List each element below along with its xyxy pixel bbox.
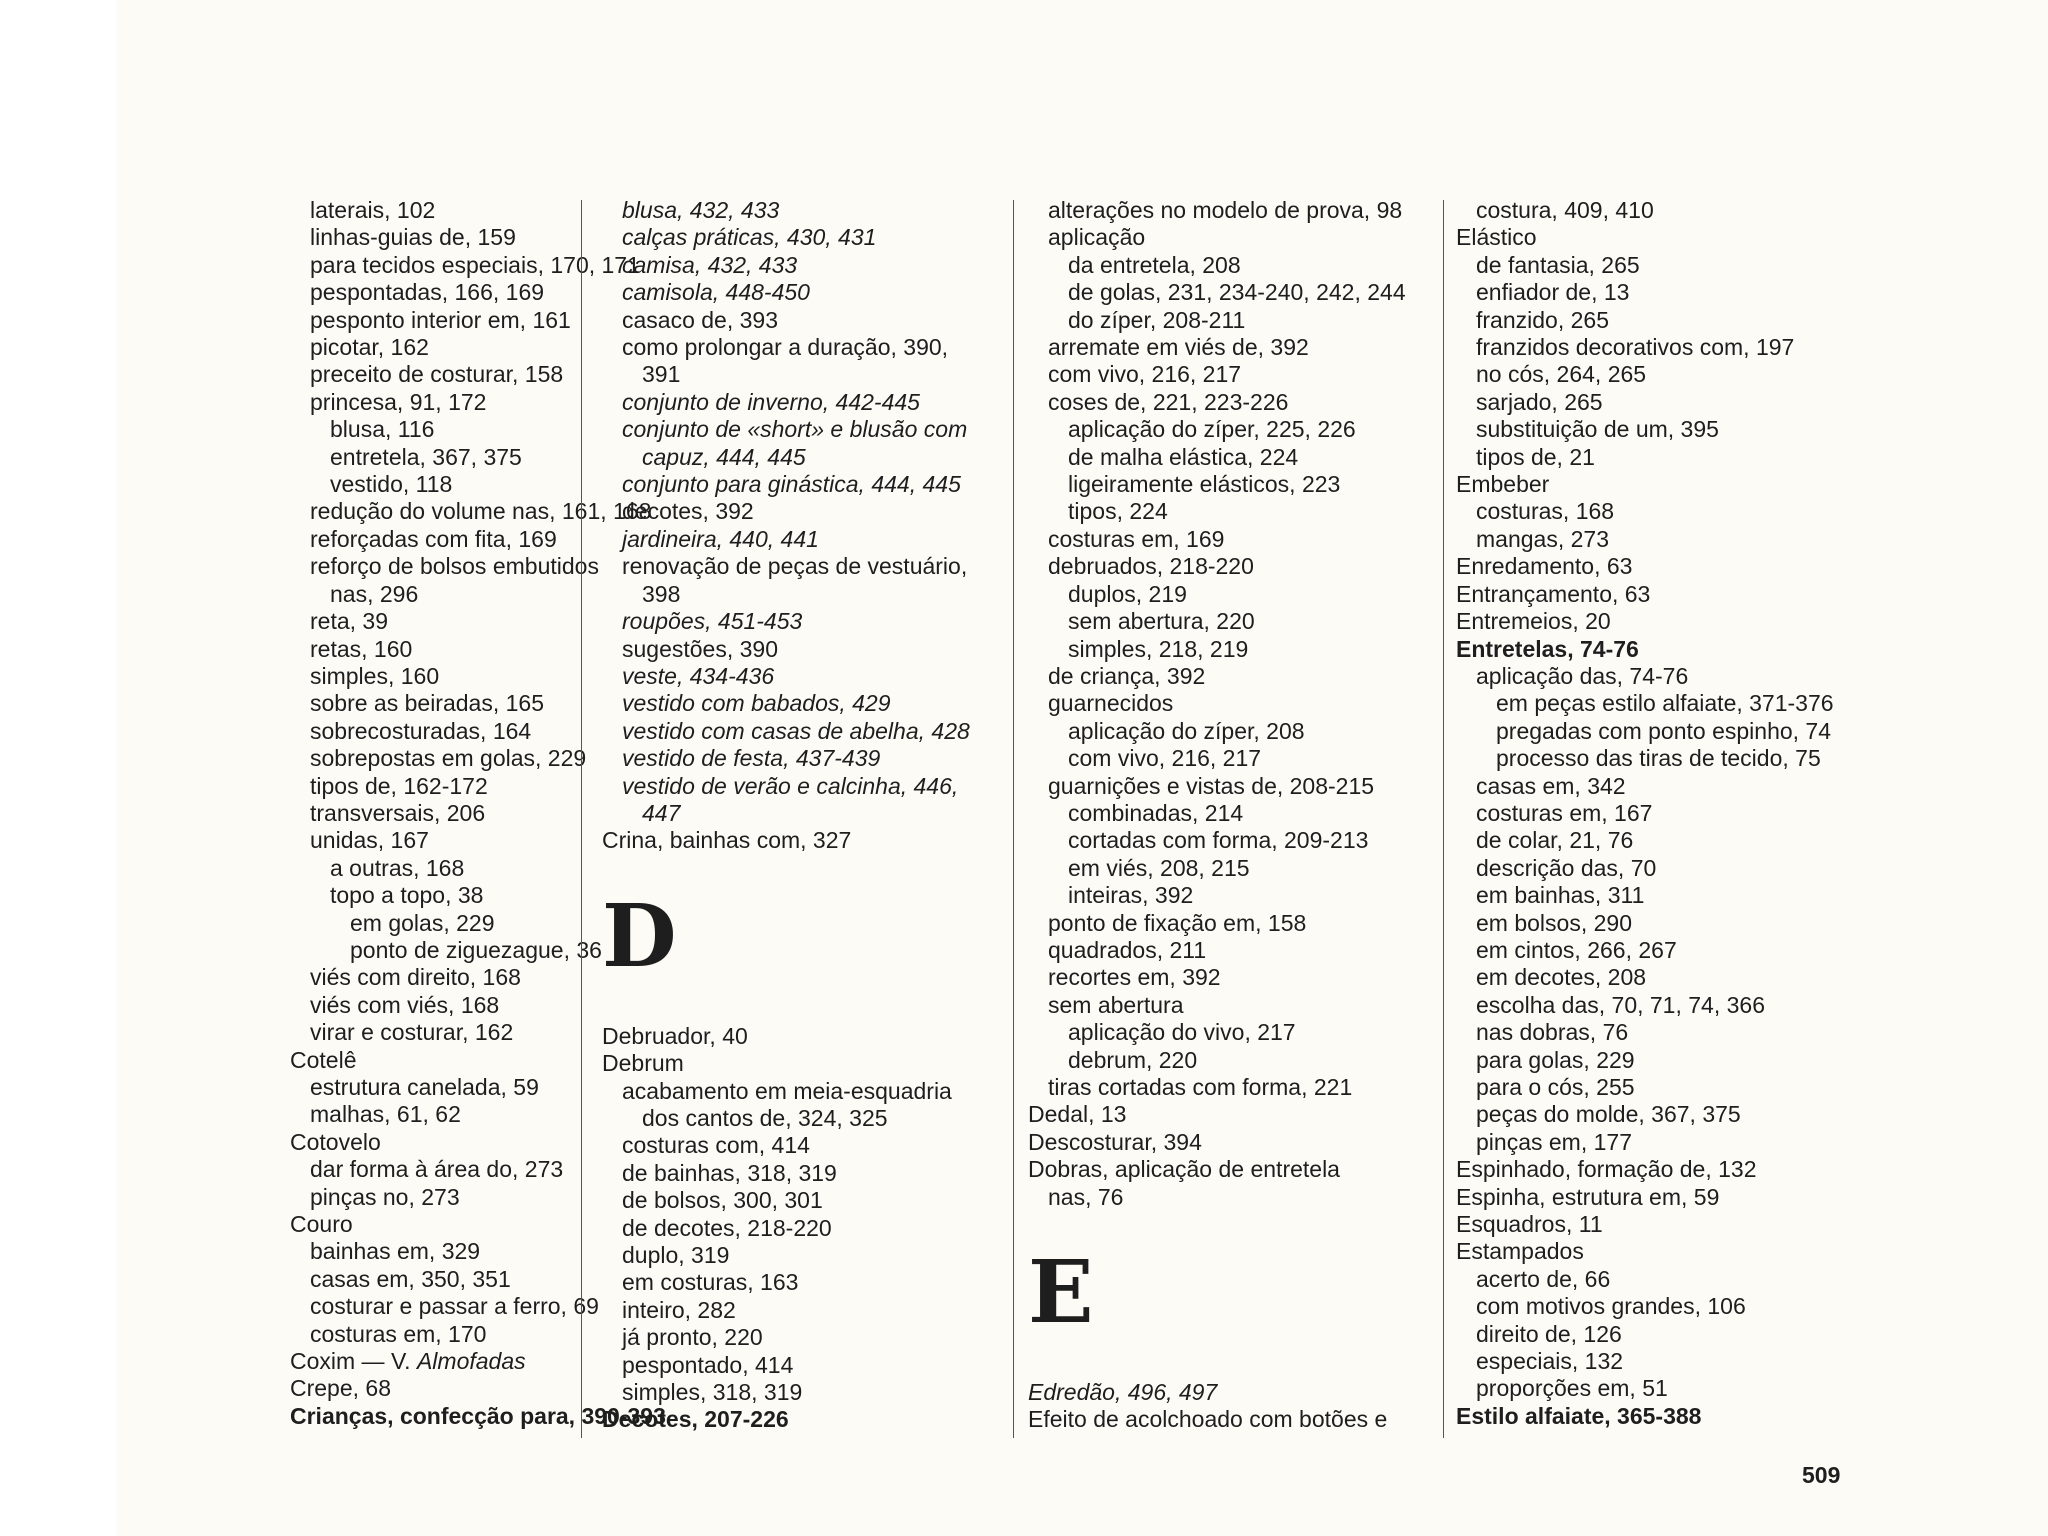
index-subentry: aplicação do zíper, 225, 226 bbox=[1068, 416, 1356, 443]
index-subentry: direito de, 126 bbox=[1476, 1320, 1622, 1347]
index-entry: Debrum bbox=[602, 1050, 684, 1077]
index-subentry: peças do molde, 367, 375 bbox=[1476, 1101, 1741, 1128]
index-entry: Dedal, 13 bbox=[1028, 1101, 1127, 1128]
index-subentry: pinças no, 273 bbox=[310, 1183, 460, 1210]
index-subentry: sem abertura bbox=[1048, 991, 1184, 1018]
index-subentry: processo das tiras de tecido, 75 bbox=[1496, 745, 1821, 772]
index-entry bbox=[1028, 1379, 1428, 1406]
index-subentry: inteiras, 392 bbox=[1068, 882, 1194, 909]
index-subentry: costuras em, 167 bbox=[1476, 799, 1653, 826]
index-entry: Estilo alfaiate, 365-388 bbox=[1456, 1402, 1702, 1429]
cross-reference: Edredão, 496, 497 bbox=[1028, 1379, 1218, 1406]
index-subentry: 398 bbox=[642, 580, 681, 607]
index-subentry: pespontadas, 166, 169 bbox=[310, 279, 545, 306]
index-subentry: para golas, 229 bbox=[1476, 1046, 1635, 1073]
index-entry: Espinha, estrutura em, 59 bbox=[1456, 1183, 1720, 1210]
index-subentry: reforçadas com fita, 169 bbox=[310, 525, 557, 552]
index-subentry: conjunto de inverno, 442-445 bbox=[622, 388, 920, 415]
column-divider bbox=[581, 200, 582, 1438]
index-subentry: debruados, 218-220 bbox=[1048, 553, 1254, 580]
index-subentry: reforço de bolsos embutidos bbox=[310, 553, 599, 580]
index-subentry: em bolsos, 290 bbox=[1476, 909, 1632, 936]
index-subentry: de golas, 231, 234-240, 242, 244 bbox=[1068, 279, 1406, 306]
index-subentry: com motivos grandes, 106 bbox=[1476, 1293, 1746, 1320]
index-subentry: para tecidos especiais, 170, 171 bbox=[310, 251, 640, 278]
index-subentry: acerto de, 66 bbox=[1476, 1265, 1611, 1292]
index-subentry: aplicação das, 74-76 bbox=[1476, 662, 1689, 689]
index-subentry: sem abertura, 220 bbox=[1068, 608, 1255, 635]
index-subentry: com vivo, 216, 217 bbox=[1068, 745, 1262, 772]
index-subentry: nas, 296 bbox=[330, 580, 419, 607]
index-subentry: 391 bbox=[642, 361, 681, 388]
index-subentry: malhas, 61, 62 bbox=[310, 1101, 461, 1128]
index-subentry: simples, 218, 219 bbox=[1068, 635, 1249, 662]
index-subentry: casaco de, 393 bbox=[622, 306, 779, 333]
section-letter: D bbox=[602, 885, 677, 987]
index-subentry: costuras em, 170 bbox=[310, 1320, 487, 1347]
index-subentry: camisola, 448-450 bbox=[622, 279, 810, 306]
index-subentry: dos cantos de, 324, 325 bbox=[642, 1104, 888, 1131]
index-subentry: da entretela, 208 bbox=[1068, 251, 1241, 278]
index-entry: Elástico bbox=[1456, 224, 1537, 251]
index-subentry: coses de, 221, 223-226 bbox=[1048, 388, 1289, 415]
index-subentry: tipos de, 21 bbox=[1476, 443, 1595, 470]
index-subentry: alterações no modelo de prova, 98 bbox=[1048, 197, 1403, 223]
index-subentry: conjunto de «short» e blusão com bbox=[622, 416, 968, 443]
index-subentry: descrição das, 70 bbox=[1476, 854, 1657, 881]
index-subentry: já pronto, 220 bbox=[622, 1324, 763, 1351]
index-subentry: aplicação do vivo, 217 bbox=[1068, 1019, 1296, 1046]
index-subentry: nas, 76 bbox=[1048, 1183, 1124, 1210]
section-letter: E bbox=[1028, 1242, 1094, 1344]
index-subentry: transversais, 206 bbox=[310, 799, 486, 826]
index-subentry: camisa, 432, 433 bbox=[622, 251, 798, 278]
index-subentry: de malha elástica, 224 bbox=[1068, 443, 1299, 470]
index-subentry: de criança, 392 bbox=[1048, 662, 1206, 689]
index-column-2 bbox=[602, 197, 1002, 1434]
index-subentry: em viés, 208, 215 bbox=[1068, 854, 1250, 881]
index-subentry: escolha das, 70, 71, 74, 366 bbox=[1476, 991, 1765, 1018]
index-subentry: a outras, 168 bbox=[330, 854, 465, 881]
index-subentry: guarnecidos bbox=[1048, 690, 1174, 717]
index-subentry: nas dobras, 76 bbox=[1476, 1019, 1629, 1046]
index-subentry: dar forma à área do, 273 bbox=[310, 1156, 564, 1183]
index-entry: Dobras, aplicação de entretela bbox=[1028, 1156, 1340, 1183]
index-subentry: vestido com casas de abelha, 428 bbox=[622, 717, 970, 744]
index-subentry: em peças estilo alfaiate, 371-376 bbox=[1496, 690, 1834, 717]
index-subentry: substituição de um, 395 bbox=[1476, 416, 1719, 443]
index-entry: Espinhado, formação de, 132 bbox=[1456, 1156, 1757, 1183]
index-subentry: sarjado, 265 bbox=[1476, 388, 1603, 415]
index-subentry: viés com viés, 168 bbox=[310, 991, 500, 1018]
index-subentry: em decotes, 208 bbox=[1476, 964, 1647, 991]
index-subentry: costuras em, 169 bbox=[1048, 525, 1225, 552]
index-subentry: como prolongar a duração, 390, bbox=[622, 334, 949, 361]
index-subentry: tiras cortadas com forma, 221 bbox=[1048, 1074, 1353, 1100]
index-subentry: picotar, 162 bbox=[310, 334, 429, 361]
index-subentry: proporções em, 51 bbox=[1476, 1375, 1668, 1402]
index-subentry: quadrados, 211 bbox=[1048, 936, 1207, 963]
index-subentry: casas em, 342 bbox=[1476, 772, 1626, 799]
index-entry: Enredamento, 63 bbox=[1456, 553, 1633, 580]
index-subentry: sobrepostas em golas, 229 bbox=[310, 745, 587, 772]
index-entry: Cotovelo bbox=[290, 1128, 381, 1155]
index-entry: Crianças, confecção para, 390-393 bbox=[290, 1402, 666, 1429]
index-subentry: costurar e passar a ferro, 69 bbox=[310, 1293, 599, 1320]
index-subentry: tipos, 224 bbox=[1068, 498, 1168, 525]
index-subentry: reta, 39 bbox=[310, 608, 388, 635]
index-subentry: inteiro, 282 bbox=[622, 1296, 736, 1323]
index-entry: Embeber bbox=[1456, 471, 1550, 498]
index-entry: Entrançamento, 63 bbox=[1456, 580, 1651, 607]
index-subentry: renovação de peças de vestuário, bbox=[622, 553, 968, 580]
index-subentry: debrum, 220 bbox=[1068, 1046, 1198, 1073]
column-divider bbox=[1013, 200, 1014, 1438]
index-entry: Cotelê bbox=[290, 1046, 357, 1073]
index-subentry: de fantasia, 265 bbox=[1476, 251, 1640, 278]
index-subentry: conjunto para ginástica, 444, 445 bbox=[622, 471, 961, 498]
index-subentry: com vivo, 216, 217 bbox=[1048, 361, 1242, 388]
index-subentry: franzidos decorativos com, 197 bbox=[1476, 334, 1795, 361]
index-subentry: princesa, 91, 172 bbox=[310, 388, 487, 415]
index-subentry: capuz, 444, 445 bbox=[642, 443, 806, 470]
index-column-4 bbox=[1456, 197, 1856, 1430]
index-entry: Decotes, 207-226 bbox=[602, 1406, 789, 1433]
index-subentry: sobre as beiradas, 165 bbox=[310, 690, 544, 717]
index-subentry: simples, 318, 319 bbox=[622, 1379, 803, 1406]
index-subentry: viés com direito, 168 bbox=[310, 964, 521, 991]
index-subentry: pespontado, 414 bbox=[622, 1351, 794, 1378]
index-subentry: franzido, 265 bbox=[1476, 306, 1609, 333]
index-subentry: sobrecosturadas, 164 bbox=[310, 717, 532, 744]
index-subentry: em bainhas, 311 bbox=[1476, 882, 1645, 909]
index-entry: Crina, bainhas com, 327 bbox=[602, 827, 852, 854]
book-page bbox=[117, 0, 2048, 1536]
index-subentry: vestido de festa, 437-439 bbox=[622, 745, 881, 772]
index-subentry: enfiador de, 13 bbox=[1476, 279, 1630, 306]
index-subentry: ponto de fixação em, 158 bbox=[1048, 909, 1307, 936]
index-subentry: para o cós, 255 bbox=[1476, 1074, 1635, 1100]
index-subentry: unidas, 167 bbox=[310, 827, 429, 854]
index-subentry: vestido, 118 bbox=[330, 471, 453, 498]
index-subentry: arremate em viés de, 392 bbox=[1048, 334, 1309, 361]
index-subentry: bainhas em, 329 bbox=[310, 1238, 481, 1265]
entry-text: Coxim — V. bbox=[290, 1348, 417, 1375]
index-subentry: blusa, 116 bbox=[330, 416, 435, 443]
index-subentry: especiais, 132 bbox=[1476, 1348, 1624, 1375]
index-entry: Debruador, 40 bbox=[602, 1022, 748, 1049]
index-entry: Entremeios, 20 bbox=[1456, 608, 1611, 635]
index-subentry: calças práticas, 430, 431 bbox=[622, 224, 877, 251]
index-subentry: aplicação do zíper, 208 bbox=[1068, 717, 1305, 744]
index-subentry: linhas-guias de, 159 bbox=[310, 224, 516, 251]
index-subentry: costura, 409, 410 bbox=[1476, 197, 1654, 223]
index-subentry: aplicação bbox=[1048, 224, 1146, 251]
index-subentry: 447 bbox=[642, 799, 681, 826]
index-entry: Couro bbox=[290, 1211, 353, 1238]
page-number: 509 bbox=[1802, 1462, 1841, 1488]
index-subentry: mangas, 273 bbox=[1476, 525, 1609, 552]
index-subentry: virar e costurar, 162 bbox=[310, 1019, 514, 1046]
index-entry: Efeito de acolchoado com botões e bbox=[1028, 1406, 1388, 1433]
index-subentry: ponto de ziguezague, 36 bbox=[350, 936, 602, 963]
index-subentry: decotes, 392 bbox=[622, 498, 754, 525]
index-subentry: vestido com babados, 429 bbox=[622, 690, 891, 717]
index-subentry: em costuras, 163 bbox=[622, 1269, 799, 1296]
index-subentry: costuras com, 414 bbox=[622, 1132, 810, 1159]
index-subentry: duplos, 219 bbox=[1068, 580, 1187, 607]
index-subentry: duplo, 319 bbox=[622, 1242, 730, 1268]
index-subentry: redução do volume nas, 161, 168 bbox=[310, 498, 652, 525]
index-entry: Esquadros, 11 bbox=[1456, 1211, 1603, 1238]
column-divider bbox=[1443, 200, 1444, 1438]
index-entry: Crepe, 68 bbox=[290, 1375, 392, 1402]
index-subentry: vestido de verão e calcinha, 446, bbox=[622, 772, 959, 799]
index-subentry: laterais, 102 bbox=[310, 197, 436, 223]
index-subentry: casas em, 350, 351 bbox=[310, 1265, 511, 1292]
index-subentry: veste, 434-436 bbox=[622, 662, 775, 689]
index-subentry: blusa, 432, 433 bbox=[622, 197, 780, 223]
index-entry: Entretelas, 74-76 bbox=[1456, 635, 1639, 662]
index-entry: Estampados bbox=[1456, 1238, 1584, 1265]
index-subentry: sugestões, 390 bbox=[622, 635, 779, 662]
index-subentry: tipos de, 162-172 bbox=[310, 772, 488, 799]
index-subentry: em golas, 229 bbox=[350, 909, 495, 936]
index-subentry: do zíper, 208-211 bbox=[1068, 306, 1246, 333]
index-subentry: pinças em, 177 bbox=[1476, 1128, 1632, 1155]
index-subentry: topo a topo, 38 bbox=[330, 882, 484, 909]
index-entry: Descosturar, 394 bbox=[1028, 1128, 1202, 1155]
index-subentry: de bainhas, 318, 319 bbox=[622, 1159, 837, 1186]
index-subentry: de colar, 21, 76 bbox=[1476, 827, 1634, 854]
index-subentry: no cós, 264, 265 bbox=[1476, 361, 1647, 388]
index-column-3 bbox=[1028, 197, 1428, 1434]
index-subentry: retas, 160 bbox=[310, 635, 413, 662]
index-subentry: estrutura canelada, 59 bbox=[310, 1074, 539, 1100]
index-subentry: cortadas com forma, 209-213 bbox=[1068, 827, 1369, 854]
index-subentry: recortes em, 392 bbox=[1048, 964, 1221, 991]
index-subentry: simples, 160 bbox=[310, 662, 440, 689]
index-subentry: combinadas, 214 bbox=[1068, 799, 1244, 826]
index-subentry: pesponto interior em, 161 bbox=[310, 306, 571, 333]
index-subentry: jardineira, 440, 441 bbox=[622, 525, 819, 552]
index-subentry: de bolsos, 300, 301 bbox=[622, 1187, 823, 1214]
index-subentry: em cintos, 266, 267 bbox=[1476, 936, 1677, 963]
index-subentry: costuras, 168 bbox=[1476, 498, 1615, 525]
index-subentry: acabamento em meia-esquadria bbox=[622, 1077, 952, 1104]
index-subentry: preceito de costurar, 158 bbox=[310, 361, 564, 388]
index-subentry: roupões, 451-453 bbox=[622, 608, 803, 635]
cross-reference: Almofadas bbox=[416, 1348, 526, 1375]
index-subentry: guarnições e vistas de, 208-215 bbox=[1048, 772, 1375, 799]
index-subentry: ligeiramente elásticos, 223 bbox=[1068, 471, 1341, 498]
index-subentry: de decotes, 218-220 bbox=[622, 1214, 832, 1241]
index-subentry: pregadas com ponto espinho, 74 bbox=[1496, 717, 1832, 744]
index-subentry: entretela, 367, 375 bbox=[330, 443, 522, 470]
